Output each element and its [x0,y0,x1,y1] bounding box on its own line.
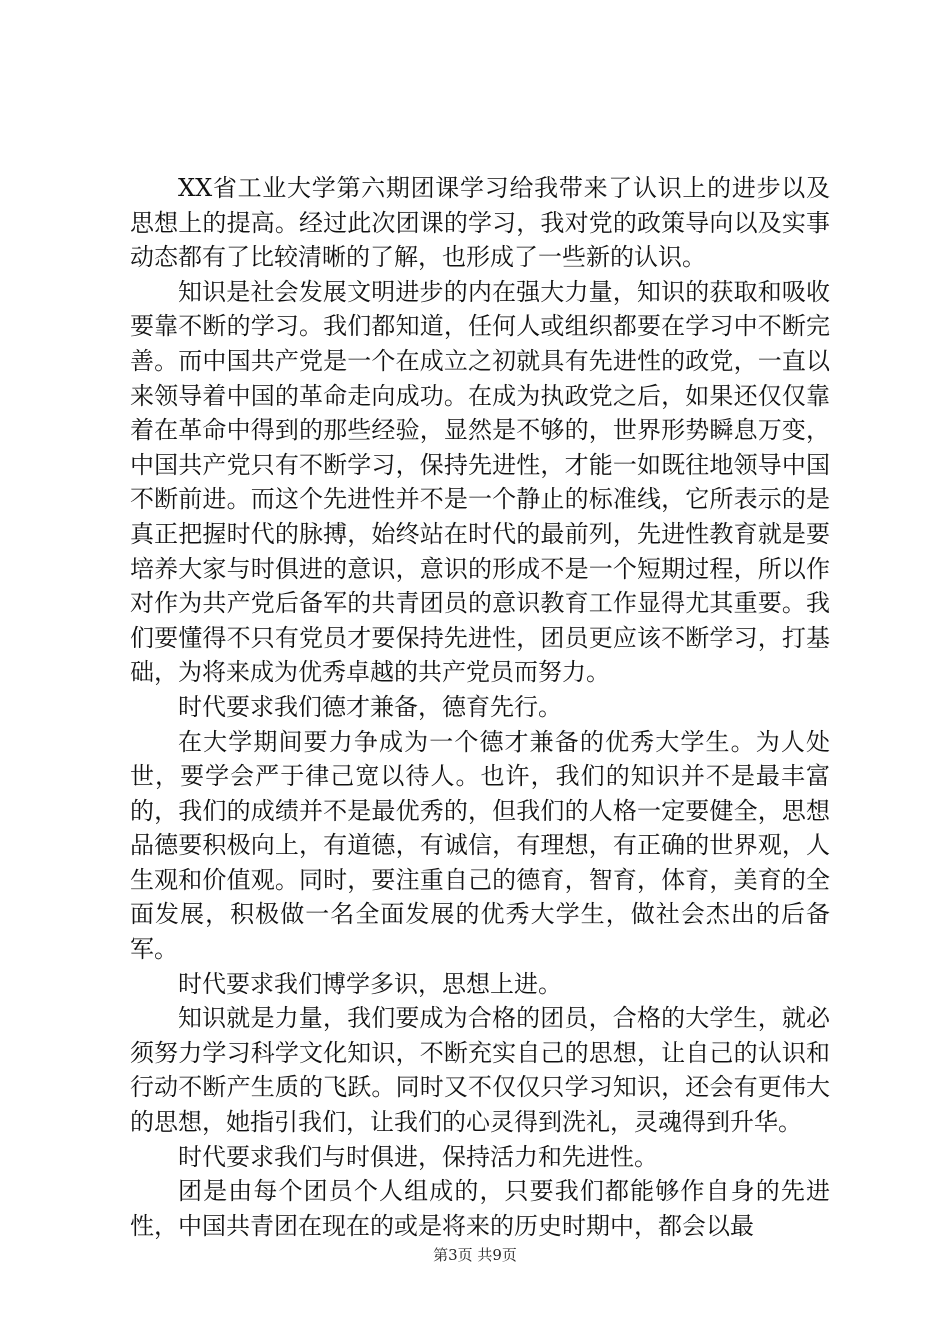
paragraph-heading-progress: 时代要求我们与时俱进，保持活力和先进性。 [178,1142,658,1171]
document-body [130,171,830,1243]
paragraph-progress: 团是由每个团员个人组成的，只要我们都能够作自身的先进性，中国共青团在现在的或是将来的历史时期中，都会以最 [130,1177,830,1240]
paragraph-heading-morality: 时代要求我们德才兼备，德育先行。 [178,692,562,721]
paragraph-morality: 在大学期间要力争成为一个德才兼备的优秀大学生。为人处世，要学会严于律己宽以待人。也许，我们的知识并不是最丰富的，我们的成绩并不是最优秀的，但我们的人格一定要健全，思想品德要积极向上，有道德，有诚信，有理想，有正确的世界观，人生观和价值观。同时，要注重自己的德育，智育，体育，美育的全面发展，积极做一名全面发展的优秀大学生，做社会杰出的后备军。 [130,727,830,964]
page-number-footer: 第3页 共9页 [433,1246,517,1264]
paragraph-learning: 知识就是力量，我们要成为合格的团员，合格的大学生，就必须努力学习科学文化知识，不断充实自己的思想，让自己的认识和行动不断产生质的飞跃。同时又不仅仅只学习知识，还会有更伟大的思想，她指引我们，让我们的心灵得到洗礼，灵魂得到升华。 [130,1004,830,1137]
paragraph-knowledge: 知识是社会发展文明进步的内在强大力量，知识的获取和吸收要靠不断的学习。我们都知道，任何人或组织都要在学习中不断完善。而中国共产党是一个在成立之初就具有先进性的政党，一直以来领导着中国的革命走向成功。在成为执政党之后，如果还仅仅靠着在革命中得到的那些经验，显然是不够的，世界形势瞬息万变，中国共产党只有不断学习，保持先进性，才能一如既往地领导中国不断前进。而这个先进性并不是一个静止的标准线，它所表示的是真正把握时代的脉搏，始终站在时代的最前列，先进性教育就是要培养大家与时俱进的意识，意识的形成不是一个短期过程，所以作对作为共产党后备军的共青团员的意识教育工作显得尤其重要。我们要懂得不只有党员才要保持先进性，团员更应该不断学习，打基础，为将来成为优秀卓越的共产党员而努力。 [130,277,830,687]
paragraph-heading-learning: 时代要求我们博学多识，思想上进。 [178,969,562,998]
paragraph-intro: XX省工业大学第六期团课学习给我带来了认识上的进步以及思想上的提高。经过此次团课的学习，我对党的政策导向以及实事动态都有了比较清晰的了解，也形成了一些新的认识。 [130,174,830,272]
